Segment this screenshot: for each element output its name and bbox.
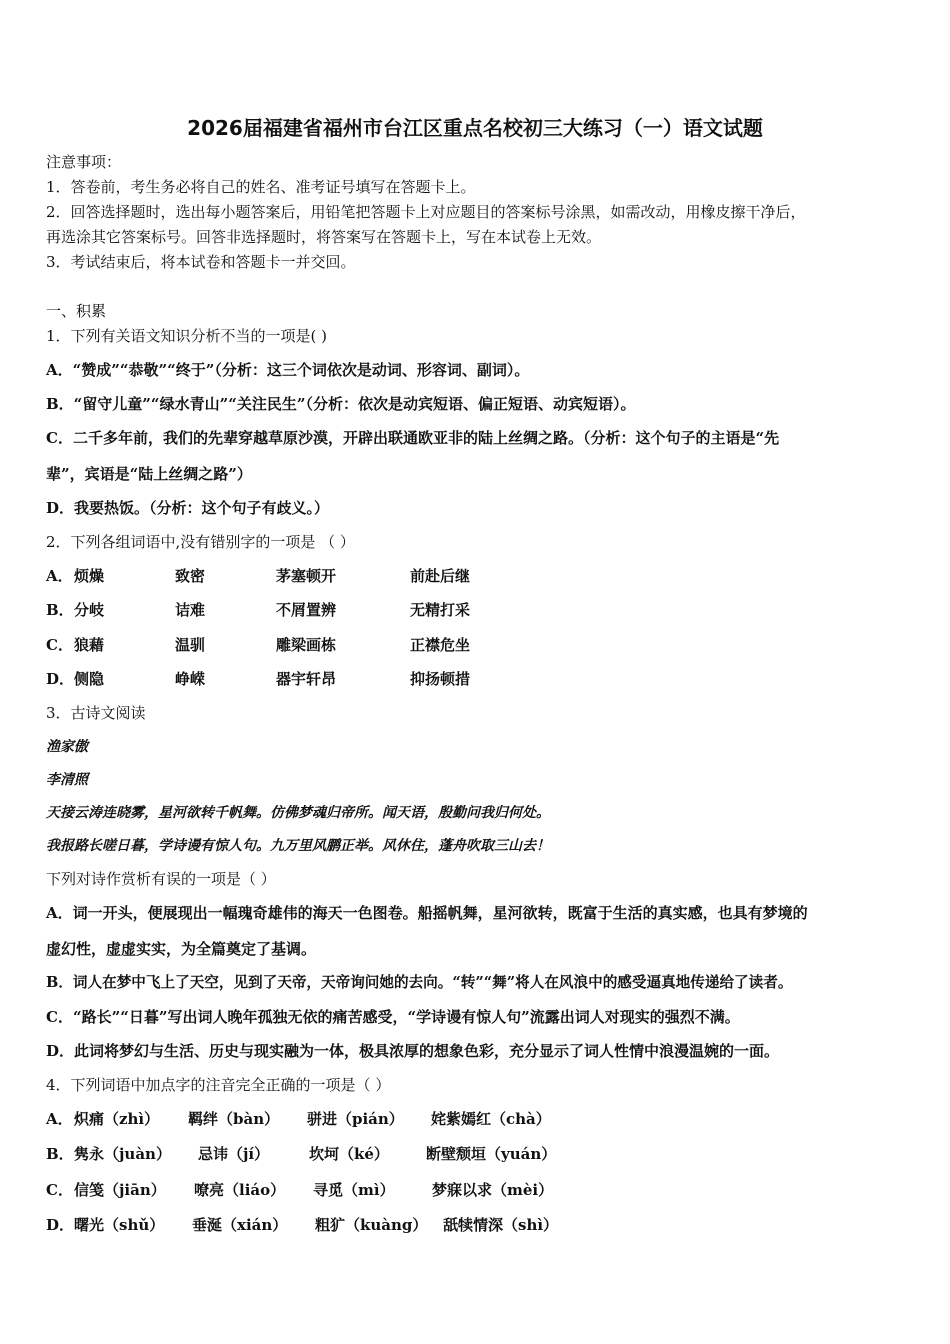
poem-line: 天接云涛连晓雾，星河欲转千帆舞。仿佛梦魂归帝所。闻天语，殷勤问我归何处。 <box>46 805 550 821</box>
question-1-option-c: C．二千多年前，我们的先辈穿越草原沙漠，开辟出联通欧亚非的陆上丝绸之路。（分析：这个句子的主语是“先 <box>46 429 780 447</box>
q2-word: 诘难 <box>175 601 206 619</box>
question-1-stem: 1．下列有关语文知识分析不当的一项是( ) <box>46 327 328 345</box>
q2-word: 峥嵘 <box>175 670 206 688</box>
question-3-ask: 下列对诗作赏析有误的一项是（ ） <box>46 870 276 888</box>
q4-word: 断壁颓垣（yuán） <box>426 1145 557 1163</box>
question-3-option-a-cont: 虚幻性，虚虚实实，为全篇奠定了基调。 <box>46 940 317 958</box>
q4-word: 坎坷（ké） <box>309 1145 389 1163</box>
q4-row-label: A． <box>46 1110 73 1128</box>
question-1-option-a: A．“赞成”“恭敬”“终于”（分析：这三个词依次是动词、形容词、副词）。 <box>46 361 530 379</box>
q4-word: 骈进（pián） <box>307 1110 404 1128</box>
q2-word: 茅塞顿开 <box>276 567 337 585</box>
q4-word: 垂涎（xián） <box>192 1216 288 1234</box>
poem-author: 李清照 <box>46 772 88 788</box>
q4-word: 嘹亮（liáo） <box>194 1181 286 1199</box>
question-4-stem: 4．下列词语中加点字的注音完全正确的一项是（ ） <box>46 1076 391 1094</box>
q4-word: 羁绊（bàn） <box>188 1110 280 1128</box>
q2-word: 正襟危坐 <box>410 636 471 654</box>
poem-title: 渔家傲 <box>46 739 88 755</box>
page-title: 2026届福建省福州市台江区重点名校初三大练习（一）语文试题 <box>187 116 763 140</box>
question-3-option-b: B．词人在梦中飞上了天空，见到了天帝，天帝询问她的去向。“转”“舞”将人在风浪中的感受逼真地传递给了读者。 <box>46 974 793 991</box>
question-1-option-d: D．我要热饭。（分析：这个句子有歧义。） <box>46 499 330 517</box>
q4-word: 曙光（shǔ） <box>74 1216 165 1234</box>
q2-row-label: C． <box>46 636 73 654</box>
question-1-option-b: B．“留守儿童”“绿水青山”“关注民生”（分析：依次是动宾短语、偏正短语、动宾短语）。 <box>46 395 636 413</box>
question-3-option-d: D．此词将梦幻与生活、历史与现实融为一体，极具浓厚的想象色彩，充分显示了词人性情中浪漫温婉的一面。 <box>46 1042 780 1060</box>
q4-row-label: D． <box>46 1216 75 1234</box>
q2-word: 雕梁画栋 <box>276 636 337 654</box>
question-3-stem: 3．古诗文阅读 <box>46 704 146 722</box>
notice-item: 3．考试结束后，将本试卷和答题卡一并交回。 <box>46 253 356 271</box>
q4-word: 梦寐以求（mèi） <box>432 1181 554 1199</box>
q2-row-label: B． <box>46 601 74 619</box>
question-1-option-c-cont: 辈”，宾语是“陆上丝绸之路”） <box>46 465 252 483</box>
q2-row-label: D． <box>46 670 75 688</box>
q2-word: 侧隐 <box>74 670 105 688</box>
q2-word: 器宇轩昂 <box>276 670 337 688</box>
q4-word: 炽痛（zhì） <box>74 1110 160 1128</box>
q2-word: 分岐 <box>74 601 105 619</box>
section-heading: 一、积累 <box>46 302 107 320</box>
question-3-option-c: C．“路长”“日暮”写出词人晚年孤独无依的痛苦感受，“学诗谩有惊人句”流露出词人对现实的强烈不满。 <box>46 1008 740 1026</box>
q4-word: 忌讳（jí） <box>198 1145 270 1163</box>
notice-item: 再选涂其它答案标号。回答非选择题时，将答案写在答题卡上，写在本试卷上无效。 <box>46 228 602 246</box>
q4-word: 舐犊情深（shì） <box>443 1216 559 1234</box>
notice-item: 1．答卷前，考生务必将自己的姓名、准考证号填写在答题卡上。 <box>46 178 476 196</box>
q2-word: 狼藉 <box>74 636 105 654</box>
poem-line: 我报路长嗟日暮，学诗谩有惊人句。九万里风鹏正举。风休住，蓬舟吹取三山去！ <box>46 838 550 854</box>
q2-word: 温驯 <box>175 636 206 654</box>
q2-word: 无精打采 <box>410 601 471 619</box>
q4-row-label: B． <box>46 1145 74 1163</box>
q4-word: 姹紫嫣红（chà） <box>431 1110 551 1128</box>
q4-row-label: C． <box>46 1181 73 1199</box>
q4-word: 寻觅（mì） <box>313 1181 395 1199</box>
q2-word: 抑扬顿措 <box>410 670 471 688</box>
notice-item: 2．回答选择题时，选出每小题答案后，用铅笔把答题卡上对应题目的答案标号涂黑，如需改动，用橡皮擦干净后， <box>46 203 806 221</box>
question-2-stem: 2．下列各组词语中,没有错别字的一项是 （ ） <box>46 533 355 551</box>
question-3-option-a: A．词一开头，便展现出一幅瑰奇雄伟的海天一色图卷。船摇帆舞，星河欲转，既富于生活的真实感，也具有梦境的 <box>46 904 808 922</box>
q4-word: 粗犷（kuàng） <box>315 1216 428 1234</box>
q2-word: 前赴后继 <box>410 567 471 585</box>
q2-row-label: A． <box>46 567 73 585</box>
q2-word: 不屑置辨 <box>276 601 337 619</box>
q4-word: 信笺（jiān） <box>74 1181 166 1199</box>
q4-word: 隽永（juàn） <box>74 1145 171 1163</box>
notice-heading: 注意事项： <box>46 153 122 171</box>
q2-word: 致密 <box>175 567 206 585</box>
q2-word: 烦燥 <box>74 567 105 585</box>
